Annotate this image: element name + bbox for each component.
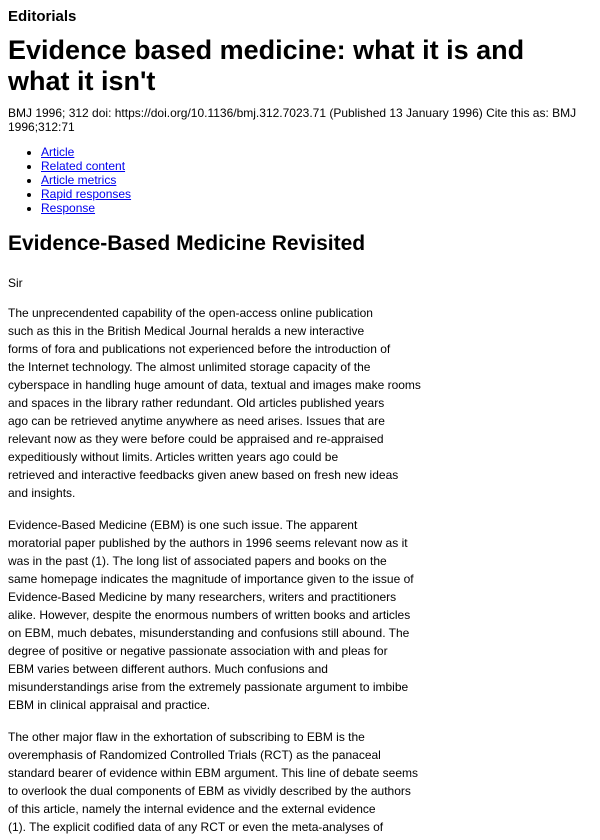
paragraph-line: EBM in clinical appraisal and practice. <box>8 698 211 712</box>
tab-article-metrics-item <box>41 173 131 187</box>
paragraph-line: on EBM, much debates, misunderstanding and confusions still abound. The <box>8 626 410 640</box>
tab-article[interactable]: Article <box>41 145 75 159</box>
article-tabs <box>8 145 131 215</box>
paragraph-line: retrieved and interactive feedbacks given anew based on fresh new ideas <box>8 468 399 482</box>
tab-rapid-responses[interactable]: Rapid responses <box>41 187 132 201</box>
paragraph-line: same homepage indicates the magnitude of importance given to the issue of <box>8 572 414 586</box>
response-title: Evidence-Based Medicine Revisited <box>8 232 366 255</box>
paragraph-line: alike. However, despite the enormous numbers of written books and articles <box>8 608 411 622</box>
article-title: Evidence based medicine: what it is and what it isn't <box>8 35 525 96</box>
response-paragraph-2 <box>8 516 414 714</box>
paragraph-line: relevant now as they were before could be appraised and re-appraised <box>8 432 384 446</box>
paragraph-line: cyberspace in handling huge amount of data, textual and images make rooms <box>8 378 421 392</box>
response-paragraph-1 <box>8 304 421 502</box>
paragraph-line: expeditiously without limits. Articles written years ago could be <box>8 450 339 464</box>
tab-related-content-item <box>41 159 131 173</box>
paragraph-line: EBM varies between different authors. Much confusions and <box>8 662 328 676</box>
paragraph-line: (1). The explicit codified data of any RCT or even the meta-analyses of <box>8 820 384 834</box>
paragraph-line: of this article, namely the internal evidence and the external evidence <box>8 802 376 816</box>
tab-response[interactable]: Response <box>41 201 96 215</box>
paragraph-line: standard bearer of evidence within EBM argument. This line of debate seems <box>8 766 419 780</box>
paragraph-line: overemphasis of Randomized Controlled Trials (RCT) as the panaceal <box>8 748 381 762</box>
paragraph-line: forms of fora and publications not experienced before the introduction of <box>8 342 391 356</box>
article-citation: BMJ 1996; 312 doi: https://doi.org/10.1136/bmj.312.7023.71 (Published 13 January 1996) Cite this as: BMJ 1996;312:71 <box>8 106 577 134</box>
paragraph-line: degree of positive or negative passionate association with and pleas for <box>8 644 388 658</box>
paragraph-line: The unprecendented capability of the open-access online publication <box>8 306 373 320</box>
section-label: Editorials <box>8 8 77 25</box>
paragraph-line: Evidence-Based Medicine (EBM) is one such issue. The apparent <box>8 518 358 532</box>
paragraph-line: Evidence-Based Medicine by many researchers, writers and practitioners <box>8 590 397 604</box>
paragraph-line: and spaces in the library rather redundant. Old articles published years <box>8 396 385 410</box>
paragraph-line: was in the past (1). The long list of associated papers and books on the <box>8 554 387 568</box>
tab-response-item <box>41 201 131 215</box>
tab-article-metrics[interactable]: Article metrics <box>41 173 117 187</box>
tab-related-content[interactable]: Related content <box>41 159 126 173</box>
paragraph-line: moratorial paper published by the authors in 1996 seems relevant now as it <box>8 536 408 550</box>
paragraph-line: and insights. <box>8 486 76 500</box>
tab-rapid-responses-item <box>41 187 131 201</box>
paragraph-line: such as this in the British Medical Journal heralds a new interactive <box>8 324 365 338</box>
tab-article-item <box>41 145 131 159</box>
paragraph-line: The other major flaw in the exhortation of subscribing to EBM is the <box>8 730 365 744</box>
paragraph-line: to overlook the dual components of EBM as vividly described by the authors <box>8 784 411 798</box>
paragraph-line: ago can be retrieved anytime anywhere as need arises. Issues that are <box>8 414 385 428</box>
response-salutation: Sir <box>8 276 23 290</box>
paragraph-line: the Internet technology. The almost unlimited storage capacity of the <box>8 360 371 374</box>
paragraph-line: misunderstandings arise from the extremely passionate argument to imbibe <box>8 680 409 694</box>
response-paragraph-3 <box>8 728 418 836</box>
